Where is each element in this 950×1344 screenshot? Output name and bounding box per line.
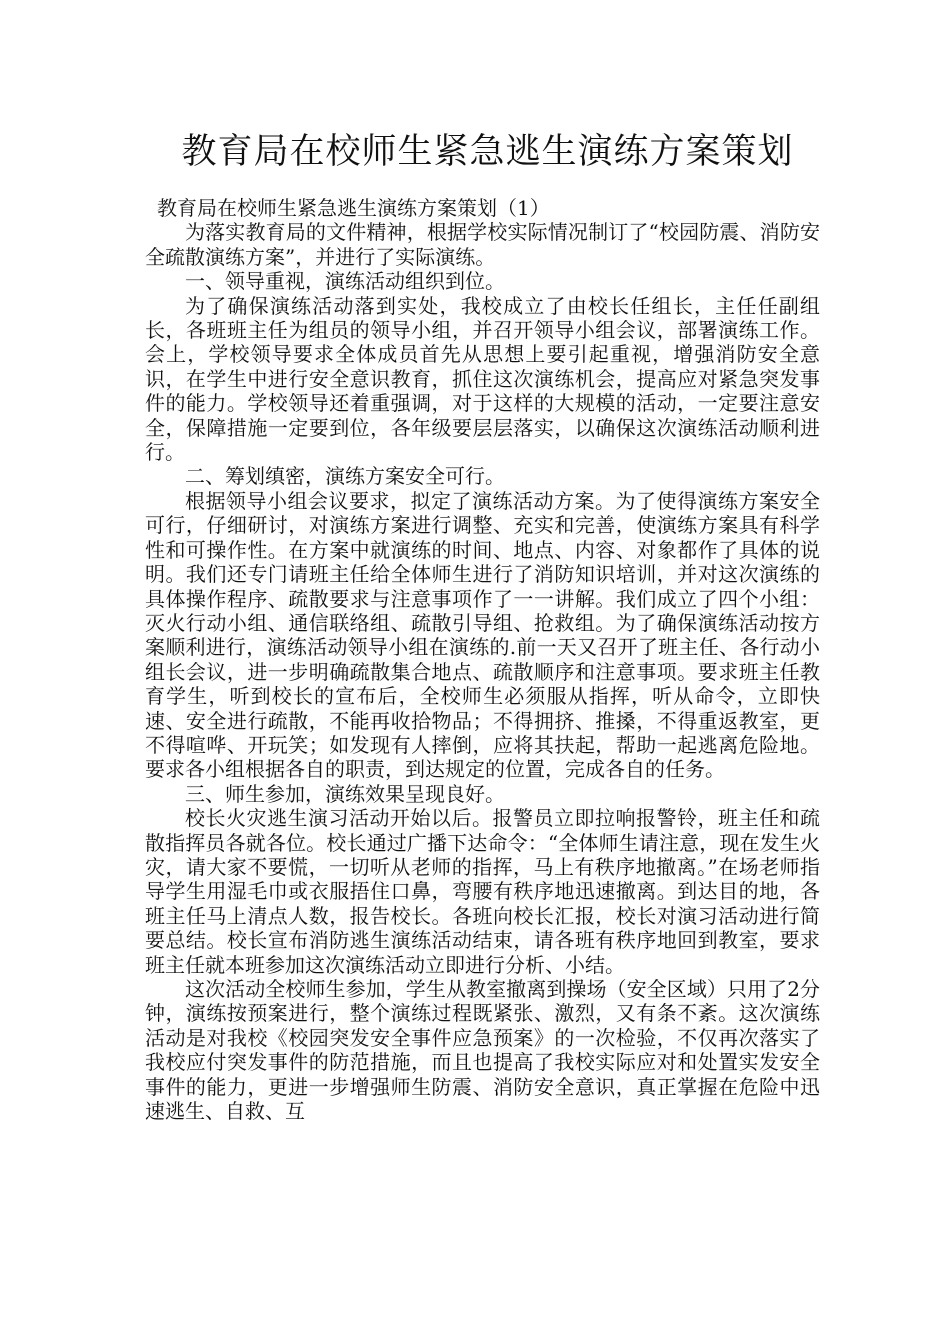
document-title: 教育局在校师生紧急逃生演练方案策划: [181, 132, 794, 172]
body-paragraph: 为了确保演练活动落到实处，我校成立了由校长任组长，主任任副组长，各班班主任为组员的领导小组，并召开领导小组会议，部署演练工作。会上，学校领导要求全体成员首先从思想上要引起重视，增强消防安全意识，在学生中进行安全意识教育，抓住这次演练机会，提高应对紧急突发事件的能力。学校领导还着重强调，对于这样的大规模的活动，一定要注意安全，保障措施一定要到位，各年级要层层落实，以确保这次演练活动顺利进行。: [145, 293, 820, 465]
body-paragraph: 为落实教育局的文件精神，根据学校实际情况制订了“校园防震、消防安全疏散演练方案”，并进行了实际演练。: [145, 220, 820, 269]
body-paragraph: 根据领导小组会议要求，拟定了演练活动方案。为了使得演练方案安全可行，仔细研讨，对演练方案进行调整、充实和完善，使演练方案具有科学性和可操作性。在方案中就演练的时间、地点、内容、对象都作了具体的说明。我们还专门请班主任给全体师生进行了消防知识培训，并对这次演练的具体操作程序、疏散要求与注意事项作了一一讲解。我们成立了四个小组：灭火行动小组、通信联络组、疏散引导组、抢救组。为了确保演练活动按方案顺利进行，演练活动领导小组在演练的.前一天又召开了班主任、各行动小组长会议，进一步明确疏散集合地点、疏散顺序和注意事项。要求班主任教育学生，听到校长的宣布后，全校师生必须服从指挥，听从命令，立即快速、安全进行疏散，不能再收拾物品；不得拥挤、推搡，不得重返教室，更不得喧哗、开玩笑；如发现有人摔倒，应将其扶起，帮助一起逃离危险地。要求各小组根据各自的职责，到达规定的位置，完成各自的任务。: [145, 488, 820, 782]
body-paragraph: 校长火灾逃生演习活动开始以后。报警员立即拉响报警铃，班主任和疏散指挥员各就各位。校长通过广播下达命令：“全体师生请注意，现在发生火灾，请大家不要慌，一切听从老师的指挥，马上有秩序地撤离。”在场老师指导学生用湿毛巾或衣服捂住口鼻，弯腰有秩序地迅速撤离。到达目的地，各班主任马上清点人数，报告校长。各班向校长汇报，校长对演习活动进行简要总结。校长宣布消防逃生演练活动结束，请各班有秩序地回到教室，要求班主任就本班参加这次演练活动立即进行分析、小结。: [145, 806, 820, 977]
document-body: [145, 220, 820, 1123]
section-heading: 一、领导重视，演练活动组织到位。: [185, 269, 505, 294]
body-paragraph: 这次活动全校师生参加，学生从教室撤离到操场（安全区域）只用了2分钟，演练按预案进行，整个演练过程既紧张、激烈，又有条不紊。这次演练活动是对我校《校园突发安全事件应急预案》的一次检验，不仅再次落实了我校应付突发事件的防范措施，而且也提高了我校实际应对和处置实发安全事件的能力，更进一步增强师生防震、消防安全意识，真正掌握在危险中迅速逃生、自救、互: [145, 977, 820, 1124]
section-heading: 三、师生参加，演练效果呈现良好。: [185, 781, 505, 806]
document-subtitle: 教育局在校师生紧急逃生演练方案策划（1）: [157, 196, 550, 220]
section-heading: 二、筹划缜密，演练方案安全可行。: [185, 464, 505, 489]
